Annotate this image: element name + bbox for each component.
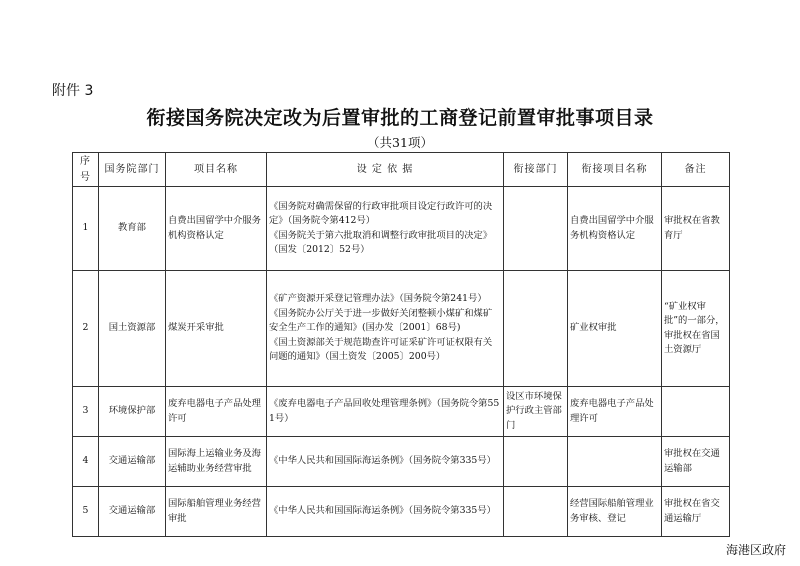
cell-link-dept: 设区市环境保护行政主管部门 <box>504 387 568 437</box>
cell-basis <box>267 271 504 387</box>
cell-basis <box>267 387 504 437</box>
table-header-row <box>73 153 730 187</box>
header-dept: 国务院部门 <box>99 153 166 187</box>
basis-line: 《中华人民共和国国际海运条例》（国务院令第335号） <box>269 455 496 467</box>
cell-no: 4 <box>73 437 99 487</box>
cell-item: 自费出国留学中介服务机构资格认定 <box>166 187 267 271</box>
header-item: 项目名称 <box>166 153 267 187</box>
item-count-subtitle: （共31项） <box>367 135 433 150</box>
cell-dept: 环境保护部 <box>99 387 166 437</box>
header-link-item: 衔接项目名称 <box>568 153 662 187</box>
table-row <box>73 487 730 537</box>
basis-line: 《国务院办公厅关于进一步做好关闭整顿小煤矿和煤矿安全生产工作的通知》(国办发〔2001〕68号) <box>269 307 493 334</box>
cell-dept: 国土资源部 <box>99 271 166 387</box>
basis-line: 《废弃电器电子产品回收处理管理条例》（国务院令第551号） <box>269 398 500 424</box>
cell-link-item: 矿业权审批 <box>568 271 662 387</box>
cell-link-item <box>568 437 662 487</box>
basis-line: 《国务院关于第六批取消和调整行政审批项目的决定》（国发〔2012〕52号） <box>269 229 493 255</box>
header-no: 序号 <box>73 153 99 187</box>
basis-line: 《国务院对确需保留的行政审批项目设定行政许可的决定》（国务院令第412号） <box>269 200 493 227</box>
basis-line: 《矿产资源开采登记管理办法》（国务院令第241号） <box>269 293 487 305</box>
table-row <box>73 437 730 487</box>
table-row <box>73 387 730 437</box>
cell-basis <box>267 187 504 271</box>
approval-items-table <box>72 152 730 537</box>
header-note: 备注 <box>662 153 730 187</box>
cell-no: 5 <box>73 487 99 537</box>
cell-dept: 教育部 <box>99 187 166 271</box>
cell-link-dept <box>504 437 568 487</box>
cell-item: 国际海上运输业务及海运辅助业务经营审批 <box>166 437 267 487</box>
footer-government-label: 海港区政府 <box>725 543 786 557</box>
cell-dept: 交通运输部 <box>99 487 166 537</box>
cell-dept: 交通运输部 <box>99 437 166 487</box>
table-row <box>73 271 730 387</box>
cell-link-item: 自费出国留学中介服务机构资格认定 <box>568 187 662 271</box>
cell-link-dept <box>504 271 568 387</box>
table-row <box>73 187 730 271</box>
cell-link-item: 经营国际船舶管理业务审核、登记 <box>568 487 662 537</box>
cell-basis <box>267 487 504 537</box>
cell-item: 废弃电器电子产品处理许可 <box>166 387 267 437</box>
attachment-label: 附件 3 <box>52 83 94 99</box>
cell-item: 国际船舶管理业务经营审批 <box>166 487 267 537</box>
cell-item: 煤炭开采审批 <box>166 271 267 387</box>
cell-note: 审批权在省教育厅 <box>662 187 730 271</box>
page-title: 衔接国务院决定改为后置审批的工商登记前置审批事项目录 <box>146 107 654 129</box>
cell-note <box>662 387 730 437</box>
cell-basis <box>267 437 504 487</box>
cell-no: 1 <box>73 187 99 271</box>
header-link-dept: 衔接部门 <box>504 153 568 187</box>
cell-link-dept <box>504 487 568 537</box>
cell-note: 审批权在交通运输部 <box>662 437 730 487</box>
cell-link-item: 废弃电器电子产品处理许可 <box>568 387 662 437</box>
cell-note: 审批权在省交通运输厅 <box>662 487 730 537</box>
cell-no: 3 <box>73 387 99 437</box>
basis-line: 《国土资源部关于规范勘查许可证采矿许可证权限有关问题的通知》（国土资发〔2005〕200号） <box>269 336 493 363</box>
basis-line: 《中华人民共和国国际海运条例》（国务院令第335号） <box>269 505 496 517</box>
cell-note: “矿业权审批”的一部分，审批权在省国土资源厅 <box>662 271 730 387</box>
cell-link-dept <box>504 187 568 271</box>
header-basis: 设 定 依 据 <box>267 153 504 187</box>
cell-no: 2 <box>73 271 99 387</box>
